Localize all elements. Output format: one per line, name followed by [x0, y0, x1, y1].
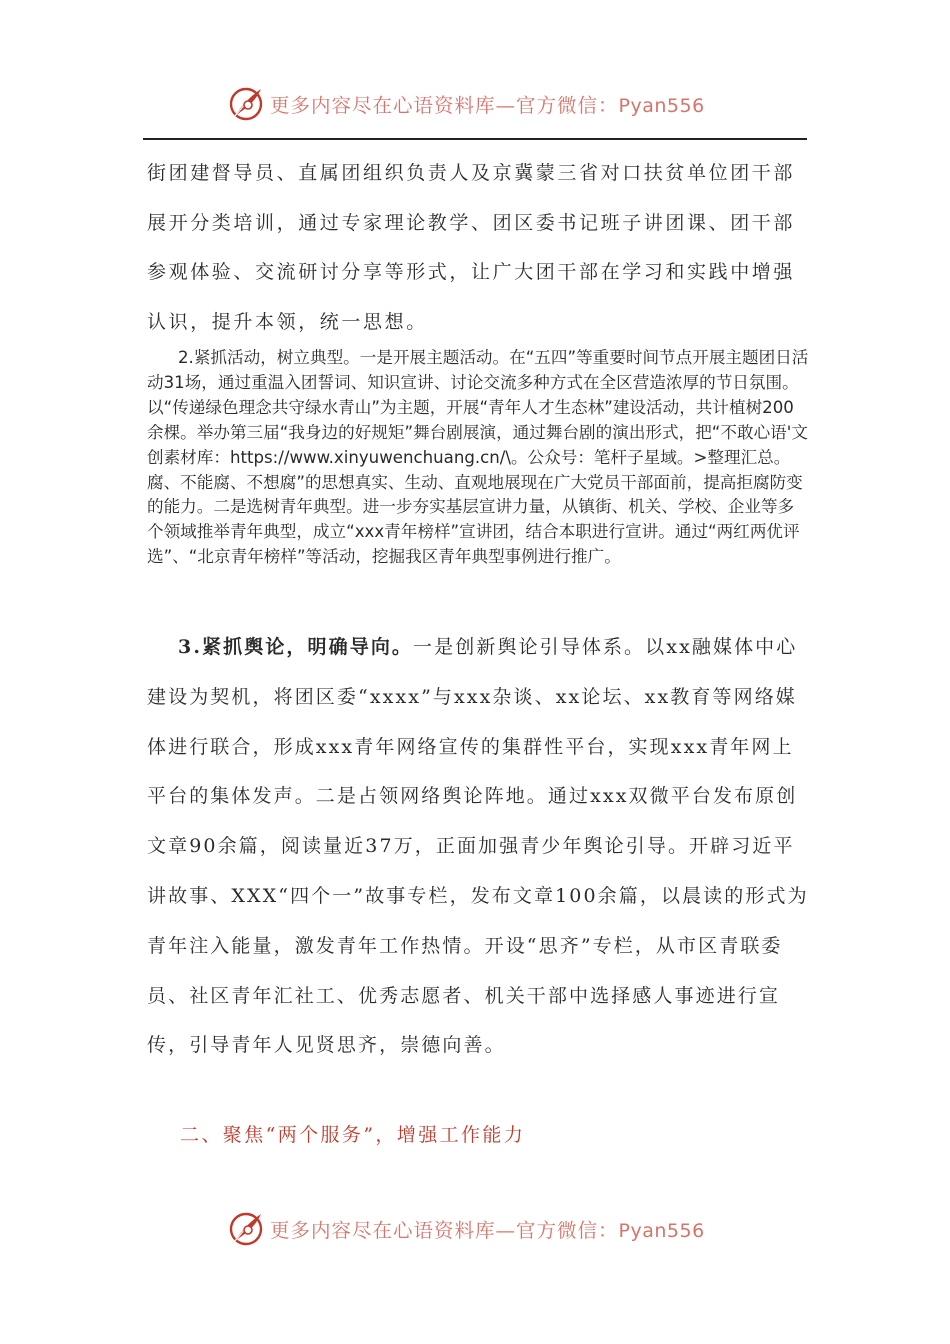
footer-banner-text: 更多内容尽在心语资料库—官方微信：Pyan556	[270, 1219, 705, 1242]
section-heading: 二、聚焦“两个服务”，增强工作能力	[180, 1124, 526, 1146]
body-paragraph-training: 街团建督导员、直属团组织负责人及京冀蒙三省对口扶贫单位团干部展开分类培训，通过专家理论教学、团区委书记班子讲团课、团干部参观体验、交流研讨分享等形式，让广大团干部在学习和实践中增强认识，提升本领，统一思想。	[147, 162, 796, 333]
header-divider	[143, 138, 807, 140]
header-banner-text: 更多内容尽在心语资料库—官方微信：Pyan556	[270, 94, 705, 117]
paragraph-body-text: 一是创新舆论引导体系。以xx融媒体中心建设为契机，将团区委“xxxx”与xxx杂谈、xx论坛、xx教育等网络媒体进行联合，形成xxx青年网络宣传的集群性平台，实现xxx青年网上平台的集体发声。二是占领网络舆论阵地。通过xxx双微平台发布原创文章90余篇，阅读量近37万，正面加强青少年舆论引导。开辟习近平讲故事、XXX“四个一”故事专栏，发布文章100余篇，以晨读的形式为青年注入能量，激发青年工作热情。开设“思齐”专栏，从市区青联委员、社区青年汇社工、优秀志愿者、机关干部中选择感人事迹进行宣传，引导青年人见贤思齐，崇德向善。	[147, 636, 809, 1057]
footer-banner	[226, 1207, 705, 1251]
paragraph-lead-heading: 3.紧抓舆论，明确导向。	[178, 636, 414, 658]
quill-pen-logo-icon	[226, 84, 266, 124]
body-paragraph-activities: 2.紧抓活动，树立典型。一是开展主题活动。在“五四”等重要时间节点开展主题团日活动31场，通过重温入团誓词、知识宣讲、讨论交流多种方式在全区营造浓厚的节日氛围。以“传递绿色理念共守绿水青山”为主题，开展“青年人才生态林”建设活动，共计植树200余棵。举办第三届“我身边的好规矩”舞台剧展演，通过舞台剧的演出形式，把“不敢心语'文创素材库：https://www.xinyuwenchuang.cn/\。公众号：笔杆子星域。>整理汇总。腐、不能腐、不想腐”的思想真实、生动、直观地展现在广大党员干部面前，提高拒腐防变的能力。二是选树青年典型。进一步夯实基层宣讲力量，从镇街、机关、学校、企业等多个领域推举青年典型，成立“xxx青年榜样”宣讲团，结合本职进行宣讲。通过“两红两优评选”、“北京青年榜样”等活动，挖掘我区青年典型事例进行推广。	[147, 348, 809, 567]
body-paragraph-public-opinion	[147, 623, 811, 1071]
quill-pen-logo-icon	[226, 1209, 266, 1249]
header-banner	[226, 82, 705, 126]
